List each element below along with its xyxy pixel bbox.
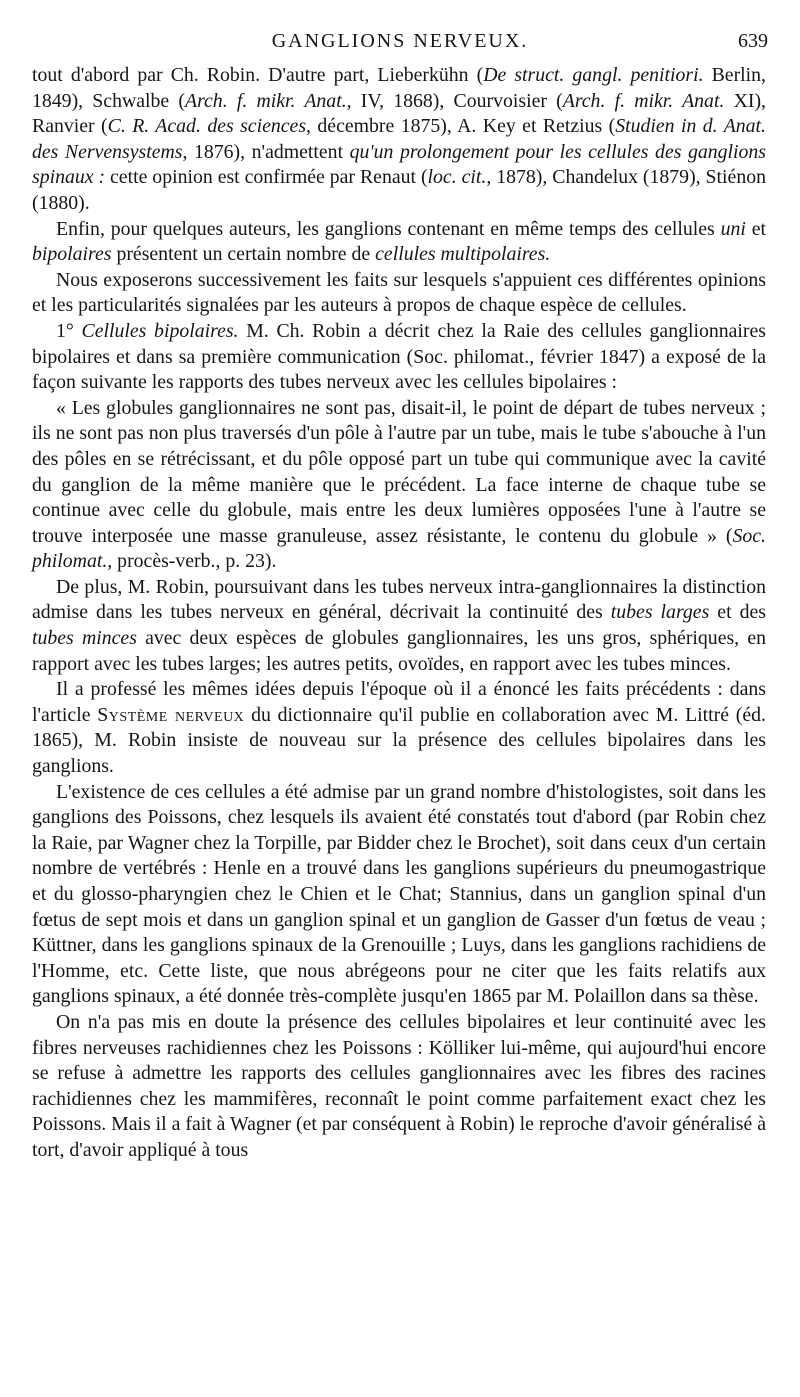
italic-text-run: Arch. f. mikr. Anat. [562,89,725,112]
paragraph [32,677,766,779]
text-run: présentent un certain nombre de [111,243,376,266]
text-run: Il a professé les mêmes idées depuis l'époque où il a énoncé les faits précédents : dans l'article [32,678,766,726]
text-run: avec deux espèces de globules ganglionnaires, les uns gros, sphériques, en rapport avec les tubes larges; les autres petits, ovoïdes, en rapport avec les tubes minces. [32,627,766,675]
italic-text-run: Studien in d. Anat. des Nervensystems [32,115,767,163]
text-run: De plus, M. Robin, poursuivant dans les tubes nerveux intra-ganglionnaires la distinction admise dans les tubes nerveux en général, décrivait la continuité des [32,575,766,624]
text-run: tout d'abord par Ch. Robin. D'autre part, Lieberkühn ( [32,64,484,86]
paragraph [32,268,766,319]
italic-text-run: C. R. Acad. des sciences, [107,115,311,138]
text-run: On n'a pas mis en doute la présence des cellules bipolaires et leur continuité avec les fibres nerveuses rachidiennes chez les Poissons : Kölliker lui-même, qui aujourd'hui encore se refuse à admettre les rapports des cellules ganglionnaires avec les fibres des racines rachidiennes chez les mammifères, reconnaît le point comme parfaitement exact chez les Poissons. Mais il a fait à Wagner (et par conséquent à Robin) le reproche d'avoir généralisé à tort, d'avoir appliqué à tous [32,1010,766,1161]
text-run: 1° [56,319,82,342]
page-header [0,30,800,60]
italic-text-run: tubes minces [32,627,137,650]
body-text [32,63,766,1164]
italic-text-run: cellules multipolaires. [375,243,551,266]
text-run: Berlin, 1849), Schwalbe ( [32,64,766,112]
text-run: M. Ch. Robin a décrit chez la Raie des cellules ganglionnaires bipolaires et dans sa première communication (Soc. philomat., février 1847) a exposé de la façon suivante les rapports des tubes nerveux avec les cellules bipolaires : [32,319,766,394]
paragraph [32,319,766,396]
text-run: du dictionnaire qu'il publie en collaboration avec M. Littré (éd. 1865), M. Robin insiste de nouveau sur la présence des cellules bipolaires dans les ganglions. [32,703,766,778]
text-run: , 1876), n'admettent [182,140,350,163]
paragraph [32,396,766,575]
text-run: et [745,217,766,240]
paragraph [32,63,766,217]
italic-text-run: uni [720,217,746,240]
text-run: et des [709,601,766,624]
small-caps-text-run: Système nerveux [97,703,245,726]
italic-text-run: tubes larges [610,601,710,624]
text-run: décembre 1875), A. Key et Retzius ( [310,115,616,138]
text-run: Enfin, pour quelques auteurs, les ganglions contenant en même temps des cellules [56,217,721,240]
italic-text-run: Cellules bipolaires. [81,319,239,342]
paragraph [32,217,766,268]
italic-text-run: Arch. f. mikr. Anat. [184,89,347,112]
page-number: 639 [738,30,768,52]
text-run: , 1878), Chandelux (1879), Stiénon (1880). [32,166,766,214]
text-run: cette opinion est confirmée par Renaut ( [105,166,428,189]
running-title: GANGLIONS NERVEUX. [271,30,529,52]
text-run: Nous exposerons successivement les faits sur lesquels s'appuient ces différentes opinions et les particularités signalées par les auteurs à propos de chaque espèce de cellules. [32,268,766,317]
paragraph [32,1010,766,1164]
paragraph [32,575,766,677]
italic-text-run: De struct. gangl. penitiori. [483,64,704,86]
italic-text-run: loc. cit. [427,166,487,189]
text-run: , IV, 1868), Courvoisier ( [346,89,563,112]
italic-text-run: qu'un prolongement pour les cellules des ganglions spinaux : [32,140,767,189]
text-run: « Les globules ganglionnaires ne sont pas, disait-il, le point de départ de tubes nerveux ; ils ne sont pas non plus traversés d'un pôle à l'autre par un tube, mais le tube s'abouche à l'un des pôles en se rétrécissant, et du pôle opposé part un tube qui communique avec la cavité du ganglion de la même manière que le précédent. La face interne de chaque tube se continue avec celle du globule, mais entre les deux lumières opposées l'une à l'autre se trouve interposée une masse granuleuse, assez résistante, le contenu du globule » ( [32,396,766,547]
italic-text-run: Soc. philomat. [32,524,766,573]
text-run: XI), Ranvier ( [32,89,766,138]
text-run: , procès-verb., p. 23). [107,550,277,573]
italic-text-run: bipolaires [32,243,112,266]
paragraph [32,780,766,1010]
text-run: L'existence de ces cellules a été admise par un grand nombre d'histologistes, soit dans les ganglions des Poissons, chez lesquels ils avaient été constatés tout d'abord (par Robin chez la Raie, par Wagner chez la Torpille, par Bidder chez le Brochet), soit dans ceux d'un certain nombre de vertébrés : Henle en a trouvé dans les ganglions supérieurs du pneumogastrique et du glosso-pharyngien chez le Chien et le Chat; Stannius, dans un ganglion spinal d'un fœtus de sept mois et dans un ganglion spinal et un ganglion de Gasser d'un fœtus de veau ; Küttner, dans les ganglions spinaux de la Grenouille ; Luys, dans les ganglions rachidiens de l'Homme, etc. Cette liste, que nous abrégeons pour ne citer que les faits relatifs aux ganglions spinaux, a été donnée très-complète jusqu'en 1865 par M. Polaillon dans sa thèse. [32,780,766,1008]
